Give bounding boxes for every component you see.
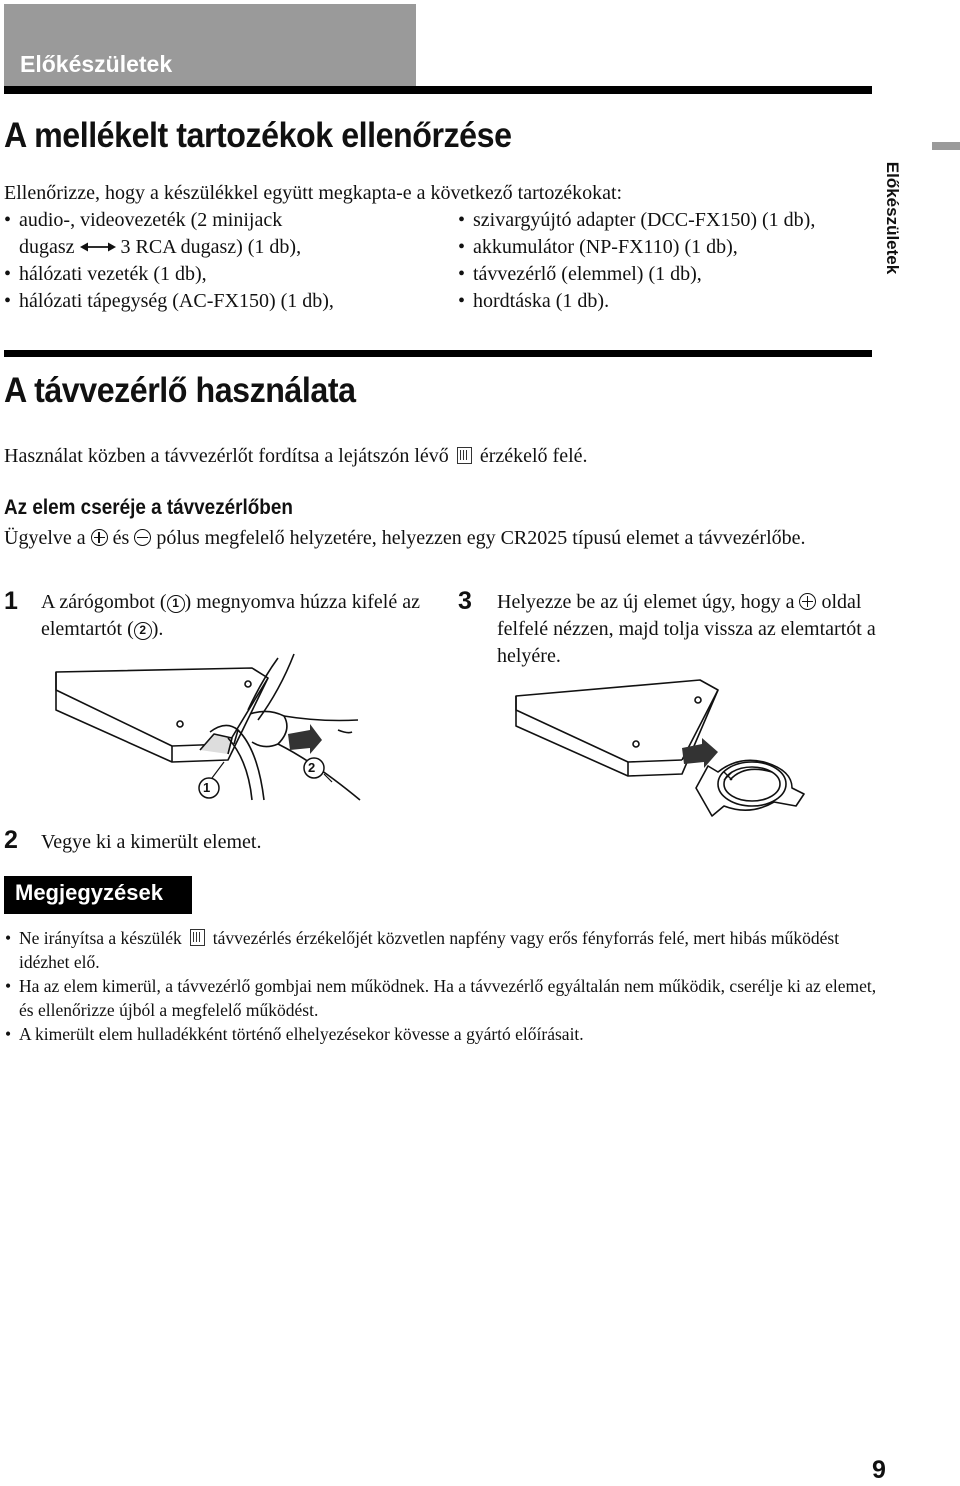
notes-heading-box — [4, 876, 192, 914]
divider-rule — [4, 350, 872, 357]
side-tab — [872, 160, 912, 284]
list-item: • szivargyújtó adapter (DCC-FX150) (1 db), — [458, 207, 878, 234]
minus-pole-icon — [134, 529, 151, 546]
double-arrow-icon — [80, 241, 116, 253]
circled-number: 2 — [308, 760, 316, 775]
remote-usage-text: Használat közben a távvezérlőt fordítsa a lejátszón lévő érzékelő felé. — [4, 445, 588, 467]
side-tab-label: Előkészületek — [883, 161, 902, 275]
section-header-title: Előkészületek — [20, 51, 173, 77]
battery-subheading: Az elem cseréje a távvezérlőben — [4, 496, 293, 519]
list-item: • távvezérlő (elemmel) (1 db), — [458, 261, 878, 288]
accessories-heading: A mellékelt tartozékok ellenőrzése — [4, 116, 512, 155]
step-text: Vegye ki a kimerült elemet. — [41, 831, 262, 853]
circled-number: 1 — [167, 595, 185, 613]
notes-list — [4, 926, 884, 1046]
list-item: • akkumulátor (NP-FX110) (1 db), — [458, 234, 878, 261]
ir-sensor-icon — [190, 929, 205, 946]
accessory-list-right — [458, 207, 878, 315]
section-header-tab — [4, 4, 416, 86]
remote-heading: A távvezérlő használata — [4, 371, 356, 410]
plus-pole-icon — [91, 529, 108, 546]
circled-number: 1 — [203, 780, 211, 795]
step-text: Helyezze be az új elemet úgy, hogy a oldal felfelé nézzen, majd tolja vissza az elemtartót a helyére. — [497, 591, 876, 667]
list-item: • Ha az elem kimerül, a távvezérlő gombjai nem működnek. Ha a távvezérlő egyáltalán nem működik, cserélje ki az elemet, és ellenőrizze újból a megfelelő működést. — [4, 974, 884, 1022]
page-number: 9 — [872, 1456, 886, 1484]
step-number: 1 — [4, 587, 18, 615]
step-text: A zárógombot ( 1 ) megnyomva húzza kifelé az elemtartót ( 2 ). — [41, 591, 420, 640]
side-tab-marker — [932, 142, 960, 150]
polarity-text: Ügyelve a és pólus megfelelő helyzetére, helyezzen egy CR2025 típusú elemet a távvezérlőbe. — [4, 527, 806, 549]
ir-sensor-icon — [457, 447, 472, 464]
accessory-list-left — [4, 207, 444, 315]
step-number: 2 — [4, 826, 18, 854]
list-item: • A kimerült elem hulladékként történő elhelyezésekor kövesse a gyártó előírásait. — [4, 1022, 884, 1046]
divider-rule — [4, 86, 872, 94]
remote-insert-illustration — [512, 676, 812, 826]
list-item: • hordtáska (1 db). — [458, 288, 878, 315]
list-item: • hálózati vezeték (1 db), — [4, 261, 444, 288]
list-item: • Ne irányítsa a készülék távvezérlés érzékelőjét közvetlen napfény vagy erős fényforrás felé, mert hibás működést idézhet elő. — [4, 926, 884, 974]
step-number: 3 — [458, 587, 472, 615]
notes-heading: Megjegyzések — [15, 880, 163, 905]
circled-number: 2 — [134, 622, 152, 640]
list-item: • audio-, videovezeték (2 minijack dugasz 3 RCA dugasz) (1 db), — [4, 207, 444, 261]
remote-open-illustration — [52, 650, 372, 810]
plus-pole-icon — [799, 593, 816, 610]
list-item: • hálózati tápegység (AC-FX150) (1 db), — [4, 288, 444, 315]
accessories-intro: Ellenőrizze, hogy a készülékkel együtt megkapta-e a következő tartozékokat: — [4, 182, 623, 204]
